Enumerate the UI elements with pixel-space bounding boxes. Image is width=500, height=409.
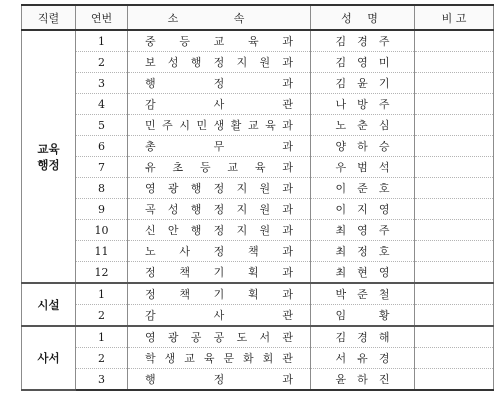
affiliation-text: 총 무 과: [145, 140, 293, 153]
serial-number-cell: 2: [76, 348, 128, 369]
person-name-cell: [311, 369, 415, 391]
job-category-cell: 교육 행정: [22, 30, 76, 283]
person-name-cell: [311, 30, 415, 52]
serial-number-cell: 3: [76, 369, 128, 391]
person-name-text: 서 유 경: [335, 352, 390, 365]
person-name-text: 최 정 호: [335, 245, 390, 258]
person-name-cell: [311, 178, 415, 199]
note-cell: [415, 326, 494, 348]
header-name-label: 성 명: [341, 11, 384, 25]
person-name-text: 임 황: [335, 309, 390, 322]
affiliation-text: 정 책 기 획 과: [145, 266, 293, 279]
serial-number-cell: 9: [76, 199, 128, 220]
note-cell: [415, 241, 494, 262]
person-name-cell: [311, 305, 415, 327]
job-category-cell: 사서: [22, 326, 76, 390]
affiliation-cell: [128, 30, 311, 52]
note-cell: [415, 157, 494, 178]
affiliation-text: 감 사 관: [145, 309, 293, 322]
table-row: [22, 157, 494, 178]
affiliation-cell: [128, 115, 311, 136]
job-category-cell: 시설: [22, 283, 76, 326]
person-name-text: 김 영 미: [335, 56, 390, 69]
affiliation-cell: [128, 73, 311, 94]
affiliation-cell: [128, 305, 311, 327]
note-cell: [415, 348, 494, 369]
note-cell: [415, 283, 494, 305]
person-name-text: 양 하 승: [335, 140, 390, 153]
serial-number-cell: 12: [76, 262, 128, 284]
table-row: [22, 178, 494, 199]
table-row: [22, 326, 494, 348]
header-note: 비 고: [415, 5, 494, 30]
personnel-table: [21, 4, 494, 391]
table-row: [22, 136, 494, 157]
serial-number-cell: 7: [76, 157, 128, 178]
serial-number-cell: 2: [76, 305, 128, 327]
serial-number-cell: 4: [76, 94, 128, 115]
serial-number-cell: 10: [76, 220, 128, 241]
affiliation-cell: [128, 241, 311, 262]
affiliation-cell: [128, 199, 311, 220]
affiliation-text: 학 생 교 육 문 화 회 관: [145, 352, 293, 365]
affiliation-cell: [128, 220, 311, 241]
person-name-cell: [311, 115, 415, 136]
affiliation-cell: [128, 262, 311, 284]
person-name-cell: [311, 94, 415, 115]
affiliation-cell: [128, 157, 311, 178]
affiliation-text: 곡 성 행 정 지 원 과: [145, 203, 293, 216]
affiliation-cell: [128, 178, 311, 199]
affiliation-cell: [128, 136, 311, 157]
affiliation-text: 영 광 행 정 지 원 과: [145, 182, 293, 195]
table-row: [22, 52, 494, 73]
person-name-cell: [311, 220, 415, 241]
affiliation-text: 정 책 기 획 과: [145, 288, 293, 301]
person-name-cell: [311, 241, 415, 262]
header-affiliation: [128, 5, 311, 30]
affiliation-cell: [128, 369, 311, 391]
person-name-text: 나 방 주: [335, 98, 390, 111]
serial-number-cell: 2: [76, 52, 128, 73]
header-name: [311, 5, 415, 30]
affiliation-cell: [128, 52, 311, 73]
note-cell: [415, 73, 494, 94]
note-cell: [415, 199, 494, 220]
table-row: [22, 220, 494, 241]
table-row: [22, 199, 494, 220]
table-row: [22, 283, 494, 305]
table-row: [22, 305, 494, 327]
affiliation-text: 행 정 과: [145, 373, 293, 386]
serial-number-cell: 1: [76, 283, 128, 305]
table-row: [22, 348, 494, 369]
serial-number-cell: 8: [76, 178, 128, 199]
table-row: [22, 262, 494, 284]
note-cell: [415, 305, 494, 327]
affiliation-text: 중 등 교 육 과: [145, 35, 293, 48]
table-row: [22, 369, 494, 391]
affiliation-cell: [128, 348, 311, 369]
person-name-text: 최 영 주: [335, 224, 390, 237]
person-name-text: 김 경 해: [335, 331, 390, 344]
person-name-cell: [311, 348, 415, 369]
note-cell: [415, 30, 494, 52]
person-name-text: 김 경 주: [335, 35, 390, 48]
note-cell: [415, 94, 494, 115]
table-row: [22, 94, 494, 115]
affiliation-text: 행 정 과: [145, 77, 293, 90]
serial-number-cell: 1: [76, 326, 128, 348]
affiliation-text: 영 광 공 공 도 서 관: [145, 331, 293, 344]
affiliation-text: 민 주 시 민 생 활 교 육 과: [145, 119, 293, 132]
person-name-text: 윤 하 진: [335, 373, 390, 386]
affiliation-cell: [128, 94, 311, 115]
person-name-cell: [311, 199, 415, 220]
person-name-cell: [311, 326, 415, 348]
person-name-text: 이 지 영: [335, 203, 390, 216]
person-name-text: 최 현 영: [335, 266, 390, 279]
serial-number-cell: 11: [76, 241, 128, 262]
person-name-cell: [311, 73, 415, 94]
person-name-cell: [311, 283, 415, 305]
person-name-cell: [311, 136, 415, 157]
person-name-text: 우 범 석: [335, 161, 390, 174]
affiliation-text: 유 초 등 교 육 과: [145, 161, 293, 174]
serial-number-cell: 3: [76, 73, 128, 94]
affiliation-cell: [128, 283, 311, 305]
serial-number-cell: 6: [76, 136, 128, 157]
affiliation-text: 노 사 정 책 과: [145, 245, 293, 258]
table-row: [22, 30, 494, 52]
affiliation-cell: [128, 326, 311, 348]
header-number: 연번: [76, 5, 128, 30]
note-cell: [415, 178, 494, 199]
person-name-cell: [311, 262, 415, 284]
table-row: [22, 73, 494, 94]
note-cell: [415, 220, 494, 241]
note-cell: [415, 136, 494, 157]
serial-number-cell: 5: [76, 115, 128, 136]
person-name-cell: [311, 52, 415, 73]
affiliation-text: 감 사 관: [145, 98, 293, 111]
header-affiliation-label: 소 속: [167, 11, 271, 25]
affiliation-text: 보 성 행 정 지 원 과: [145, 56, 293, 69]
person-name-text: 노 춘 심: [335, 119, 390, 132]
affiliation-text: 신 안 행 정 지 원 과: [145, 224, 293, 237]
note-cell: [415, 52, 494, 73]
person-name-cell: [311, 157, 415, 178]
note-cell: [415, 115, 494, 136]
table-body: [22, 30, 494, 390]
table-row: [22, 241, 494, 262]
person-name-text: 박 준 철: [335, 288, 390, 301]
note-cell: [415, 262, 494, 284]
header-row: [22, 5, 494, 30]
person-name-text: 이 준 호: [335, 182, 390, 195]
note-cell: [415, 369, 494, 391]
header-job: 직렬: [22, 5, 76, 30]
table-row: [22, 115, 494, 136]
serial-number-cell: 1: [76, 30, 128, 52]
person-name-text: 김 윤 기: [335, 77, 390, 90]
